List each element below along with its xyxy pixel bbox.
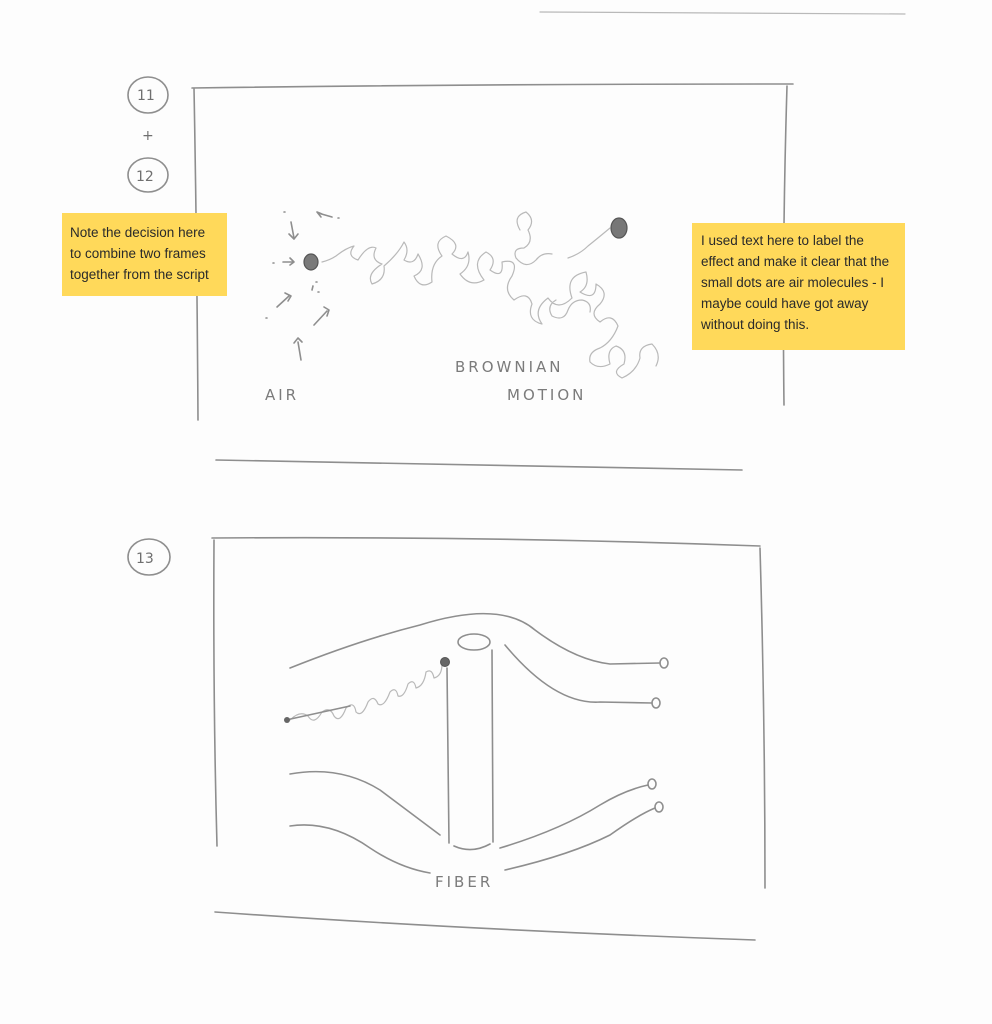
frame-number-13	[128, 539, 170, 575]
air-molecule-arrows	[266, 212, 339, 360]
svg-text:11: 11	[137, 88, 155, 104]
svg-text:12: 12	[136, 169, 154, 185]
brownian-label-line1: BROWNIAN	[455, 358, 564, 376]
paper-edge	[540, 12, 905, 14]
particle-path-to-fiber	[290, 664, 442, 720]
particle-dot-right	[611, 218, 627, 238]
frame-number-11	[128, 77, 168, 113]
frame-number-12	[128, 158, 168, 192]
particle-dot-captured	[441, 658, 450, 667]
frame-number-plus: +	[142, 128, 154, 144]
annotation-note-right: I used text here to label the effect and make it clear that the small dots are air molecules - I maybe could have got away without doing this.	[692, 223, 905, 350]
particle-dot-start	[284, 717, 290, 723]
air-label: AIR	[265, 386, 300, 404]
air-flow-lines	[290, 614, 668, 873]
fiber-label: FIBER	[435, 873, 494, 891]
svg-text:13: 13	[136, 551, 154, 567]
brownian-motion-path	[322, 212, 658, 378]
brownian-label-line2: MOTION	[507, 386, 587, 404]
fiber-cylinder	[447, 634, 493, 850]
annotation-note-left: Note the decision here to combine two frames together from the script	[62, 213, 227, 296]
frame-13	[128, 538, 765, 940]
particle-dot-left	[304, 254, 318, 270]
